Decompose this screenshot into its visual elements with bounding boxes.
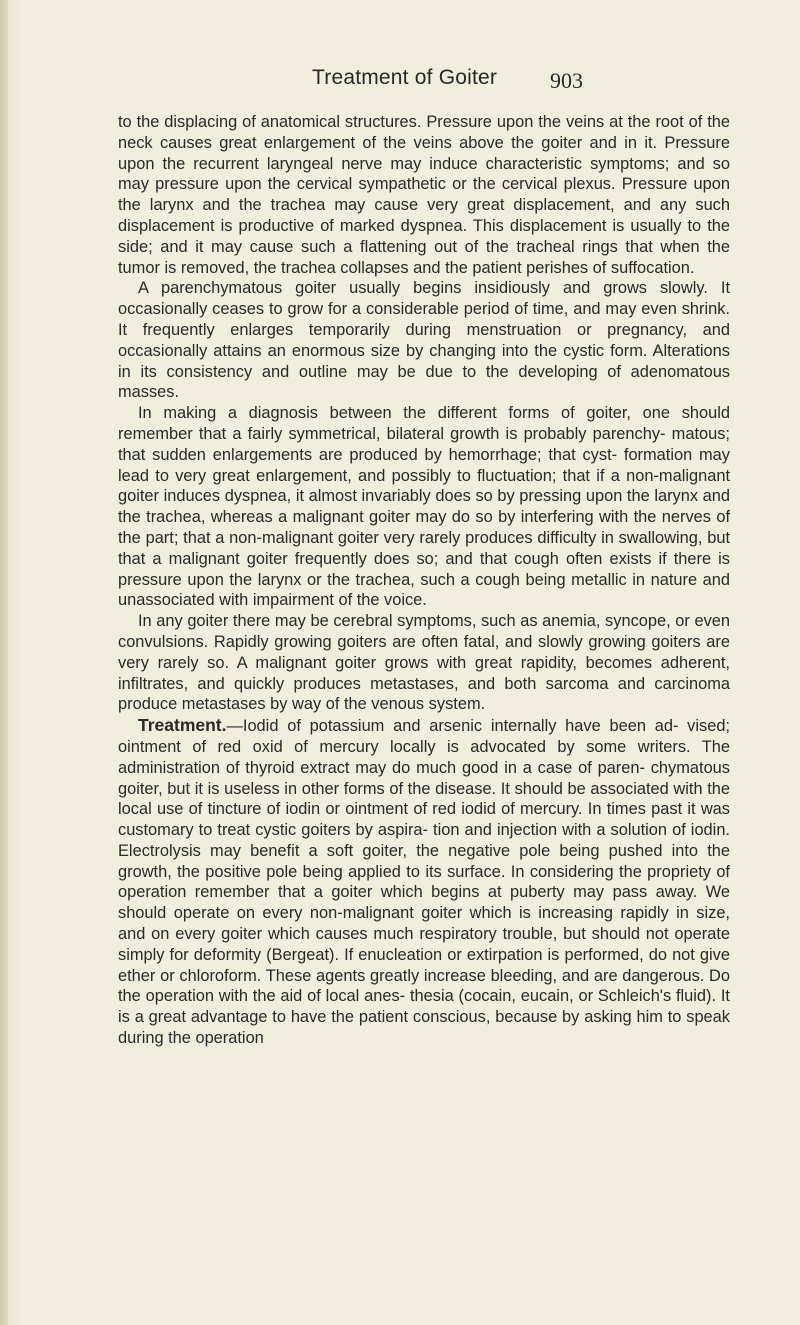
- paragraph-diagnosis: In making a diagnosis between the different forms of goiter, one should remember that a fairly symmetrical, bilateral growth is probably parenchy- matous; that sudden enlargements are produced by hemorrhage; that cyst- formation may lead to very great enlargement, and possibly to fluctuation; that if a non-malignant goiter induces dyspnea, it almost invariably does so by pressing upon the larynx and the trachea, whereas a malignant goiter may do so by interfering with the nerves of the part; that a non-malignant goiter very rarely produces difficulty in swallowing, but that a malignant goiter frequently does so; and that cough often exists if there is pressure upon the larynx or the trachea, such a cough being metallic in nature and unassociated with impairment of the voice.: [118, 404, 730, 610]
- paragraph-treatment: [118, 715, 730, 1049]
- paragraph-pressure-effects: to the displacing of anatomical structures. Pressure upon the veins at the root of the neck causes great enlargement of the veins above the goiter and in it. Pressure upon the recurrent laryngeal nerve may induce characteristic symptoms; and so may pressure upon the cervical sympathetic or the cervical plexus. Pressure upon the larynx and the trachea may cause very great displacement, and any such displacement is productive of marked dyspnea. This displacement is usually to the side; and it may cause such a flattening out of the tracheal rings that when the tumor is removed, the trachea collapses and the patient perishes of suffocation.: [118, 113, 730, 277]
- page-spine-edge: [0, 0, 8, 1325]
- paragraph-cerebral-symptoms: In any goiter there may be cerebral symptoms, such as anemia, syncope, or even convulsions. Rapidly growing goiters are often fatal, and slowly growing goiters are very rarely so. A malignant goiter grows with great rapidity, becomes adherent, infiltrates, and quickly produces metastases, and both sarcoma and carcinoma produce metastases by way of the venous system.: [118, 612, 730, 714]
- paragraph-parenchymatous-goiter: A parenchymatous goiter usually begins insidiously and grows slowly. It occasionally ceases to grow for a considerable period of time, and may even shrink. It frequently enlarges temporarily during menstruation or pregnancy, and occasionally attains an enormous size by changing into the cystic form. Alterations in its consistency and outline may be due to the developing of adenomatous masses.: [118, 279, 730, 402]
- body-text: [118, 112, 730, 1049]
- running-title: Treatment of Goiter: [312, 66, 498, 89]
- treatment-heading: Treatment.: [138, 715, 227, 736]
- page-number: 903: [550, 68, 583, 93]
- page-header: [0, 66, 800, 96]
- treatment-text: —Iodid of potassium and arsenic internally have been ad- vised; ointment of red oxid of mercury locally is advocated by some writers. The administration of thyroid extract may do much good in a case of paren- chymatous goiter, but it is useless in other forms of the disease. It should be associated with the local use of tincture of iodin or ointment of red iodid of mercury. In times past it was customary to treat cystic goiters by aspira- tion and injection with a solution of iodin. Electrolysis may benefit a soft goiter, the negative pole being pushed into the growth, the positive pole being applied to its surface. In considering the propriety of operation remember that a goiter which begins at puberty may pass away. We should operate on every non-malignant goiter which is increasing rapidly in size, and on every goiter which causes much respiratory trouble, but should not operate simply for deformity (Bergeat). If enucleation or extirpation is performed, do not give ether or chloroform. These agents greatly increase bleeding, and are dangerous. Do the operation with the aid of local anes- thesia (cocain, eucain, or Schleich's fluid). It is a great advantage to have the patient conscious, because by asking him to speak during the operation: [118, 717, 730, 1048]
